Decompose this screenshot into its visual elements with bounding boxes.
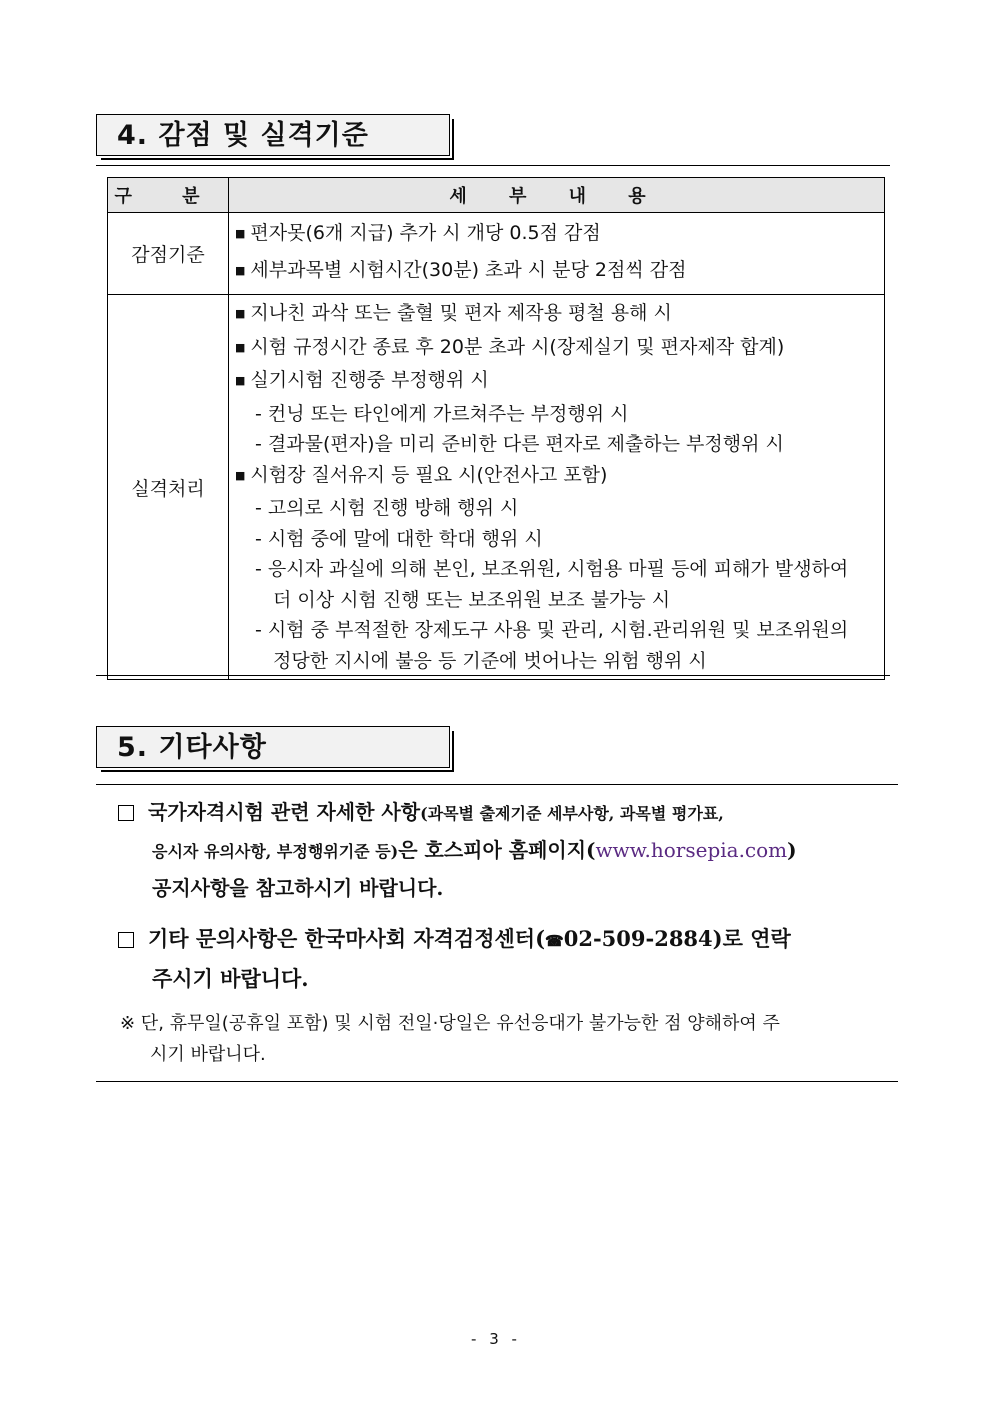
notice-2-line-2: 주시기 바랍니다. [152, 966, 309, 991]
notice-1-lead: 국가자격시험 관련 자세한 사항 [148, 800, 421, 824]
list-item: ■ 시험장 질서유지 등 필요 시(안전사고 포함) [235, 460, 880, 494]
list-item: - 결과물(편자)을 미리 준비한 다른 편자로 제출하는 부정행위 시 [235, 429, 880, 460]
footnote-line-2: 시기 바랍니다. [150, 1044, 266, 1065]
list-item: - 응시자 과실에 의해 본인, 보조위원, 시험용 마필 등에 피해가 발생하여 [235, 554, 880, 585]
checkbox-icon [118, 805, 134, 821]
list-item: - 시험 중 부적절한 장제도구 사용 및 관리, 시험.관리위원 및 보조위원의 [235, 615, 880, 646]
list-item: ■ 실기시험 진행중 부정행위 시 [235, 365, 880, 399]
divider [96, 784, 898, 785]
row-detail [229, 213, 885, 295]
divider [96, 1081, 898, 1082]
footnote [120, 1008, 890, 1070]
notice-1-tail: 공지사항을 참고하시기 바랍니다. [152, 876, 444, 900]
list-item: - 시험 중에 말에 대한 학대 행위 시 [235, 524, 880, 555]
notice-2-line-1: 기타 문의사항은 한국마사회 자격검정센터( [148, 926, 546, 951]
list-item: 더 이상 시험 진행 또는 보조위원 보조 불가능 시 [273, 588, 671, 611]
criteria-table [107, 177, 885, 680]
section-5-title: 5. 기타사항 [117, 732, 267, 763]
section-4-title: 4. 감점 및 실격기준 [117, 120, 369, 151]
section-4-title-box [96, 114, 450, 156]
header-category: 구 분 [108, 178, 229, 213]
divider [96, 675, 890, 676]
notice-item-1 [118, 794, 888, 907]
list-item: ■ 지나친 과삭 또는 출혈 및 편자 제작용 평철 용해 시 [235, 298, 880, 332]
list-item: - 고의로 시험 진행 방해 행위 시 [235, 493, 880, 524]
list-item: ■ 편자못(6개 지급) 추가 시 개당 0.5점 감점 [235, 216, 880, 253]
section-5-title-box [96, 726, 450, 768]
notice-1-mid: 은 호스피아 홈페이지( [398, 838, 596, 862]
page-number: - 3 - [471, 1330, 521, 1348]
table-row [108, 213, 885, 295]
divider [96, 165, 890, 166]
notice-item-2 [118, 920, 888, 998]
row-category: 실격처리 [108, 295, 229, 680]
row-detail [229, 295, 885, 680]
header-detail: 세 부 내 용 [229, 178, 885, 213]
list-item: - 컨닝 또는 타인에게 가르쳐주는 부정행위 시 [235, 399, 880, 430]
footnote-line-1: ※ 단, 휴무일(공휴일 포함) 및 시험 전일·당일은 유선응대가 불가능한 점 양해하여 주 [120, 1013, 780, 1034]
table-row [108, 295, 885, 680]
phone-icon: ☎ [545, 932, 564, 950]
notice-1-close: ) [787, 838, 797, 862]
list-item: ■ 시험 규정시간 종료 후 20분 초과 시(장제실기 및 편자제작 합계) [235, 332, 880, 366]
list-item: ■ 세부과목별 시험시간(30분) 초과 시 분당 2점씩 감점 [235, 253, 880, 290]
notice-1-detail-1: (과목별 출제기준 세부사항, 과목별 평가표, [420, 804, 724, 823]
list-item: 정당한 지시에 불응 등 기준에 벗어나는 위험 행위 시 [273, 649, 707, 672]
notice-1-detail-2: 응시자 유의사항, 부정행위기준 등) [152, 842, 399, 861]
checkbox-icon [118, 932, 134, 948]
notice-2-line-1b: )로 연락 [712, 926, 791, 951]
phone-number: 02-509-2884 [563, 926, 713, 951]
table-header-row [108, 178, 885, 213]
row-category: 감점기준 [108, 213, 229, 295]
homepage-link[interactable]: www.horsepia.com [595, 838, 788, 862]
